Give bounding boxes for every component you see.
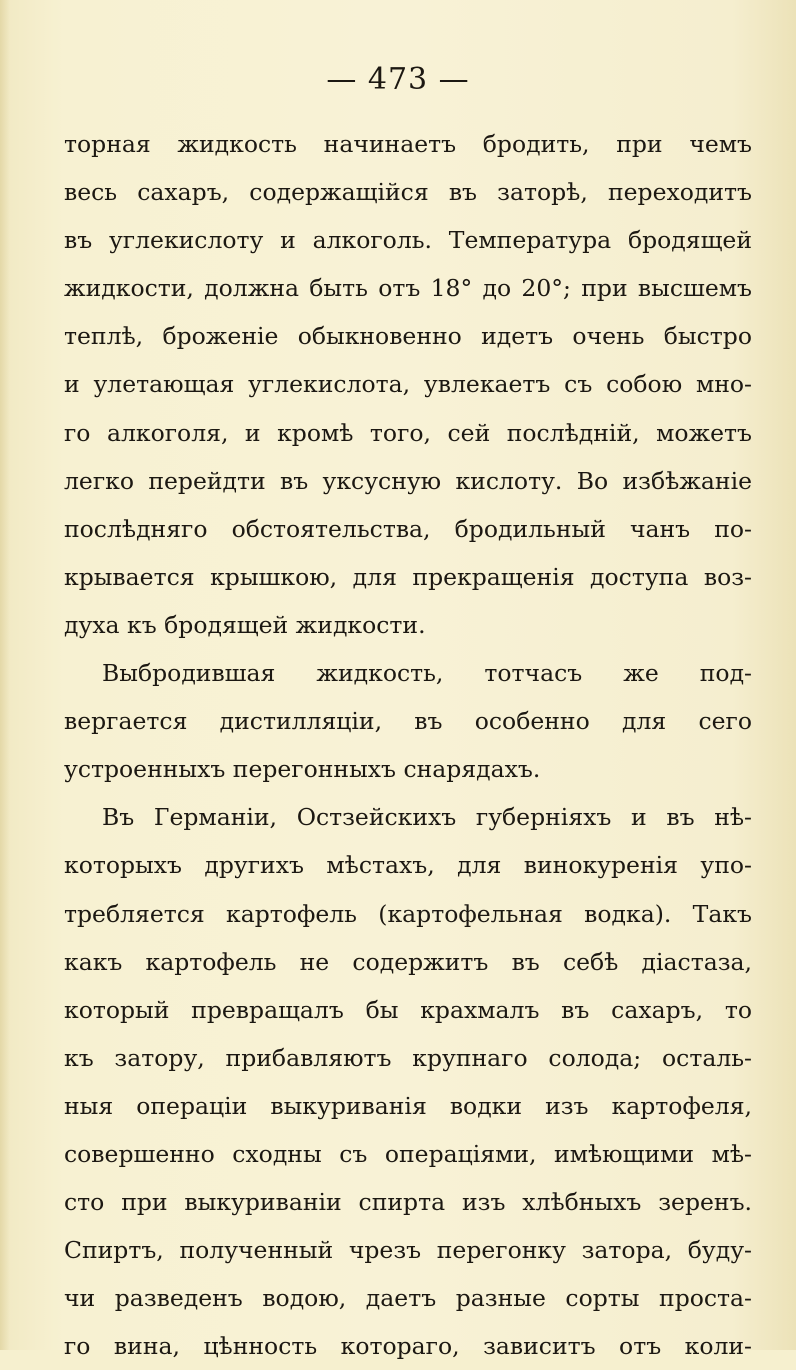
page-body-text [64, 120, 752, 1370]
text-line: къ затору, прибавляютъ крупнаго солода; осталь- [64, 1043, 752, 1072]
text-line: Выбродившая жидкость, тотчасъ же под- [102, 659, 752, 688]
text-line: совершенно сходны съ операціями, имѣющими мѣ- [64, 1139, 752, 1168]
text-line: духа къ бродящей жидкости. [64, 610, 426, 639]
text-line: торная жидкость начинаетъ бродить, при чемъ [64, 130, 752, 158]
text-line: и улетающая углекислота, увлекаетъ съ собою мно- [64, 370, 752, 399]
text-line: который превращалъ бы крахмалъ въ сахаръ, то [64, 995, 752, 1024]
text-line: сто при выкуриваніи спирта изъ хлѣбныхъ зеренъ. [64, 1188, 752, 1217]
text-line: какъ картофель не содержитъ въ себѣ діастаза, [64, 947, 752, 976]
page-number: — 473 — [326, 62, 470, 97]
text-line: въ углекислоту и алкоголь. Температура бродящей [64, 226, 752, 255]
text-line: жидкости, должна быть отъ 18° до 20°; при высшемъ [64, 274, 752, 303]
text-line: крывается крышкою, для прекращенія доступа воз- [64, 562, 752, 591]
text-line: вергается дистилляціи, въ особенно для сего [64, 707, 752, 736]
text-line: Спиртъ, полученный чрезъ перегонку затора, буду- [64, 1236, 752, 1265]
text-line: послѣдняго обстоятельства, бродильный чанъ по- [64, 514, 752, 543]
text-line: требляется картофель (картофельная водка). Такъ [64, 899, 752, 928]
text-line: го алкоголя, и кромѣ того, сей послѣдній, можетъ [64, 418, 752, 447]
text-line: теплѣ, броженіе обыкновенно идетъ очень быстро [64, 322, 752, 351]
text-line: устроенныхъ перегонныхъ снарядахъ. [64, 755, 541, 784]
text-line: Въ Германіи, Остзейскихъ губерніяхъ и въ нѣ- [102, 803, 752, 832]
text-line: го вина, цѣнность котораго, зависитъ отъ коли- [64, 1332, 752, 1361]
text-line: чи разведенъ водою, даетъ разные сорты проста- [64, 1284, 752, 1313]
text-line: ныя операціи выкуриванія водки изъ картофеля, [64, 1091, 752, 1120]
page-edge-shadow [0, 0, 10, 1350]
text-line: которыхъ другихъ мѣстахъ, для винокуренія упо- [64, 851, 752, 880]
text-line: весь сахаръ, содержащійся въ заторѣ, переходитъ [64, 178, 752, 207]
text-line: легко перейдти въ уксусную кислоту. Во избѣжаніе [64, 466, 752, 495]
